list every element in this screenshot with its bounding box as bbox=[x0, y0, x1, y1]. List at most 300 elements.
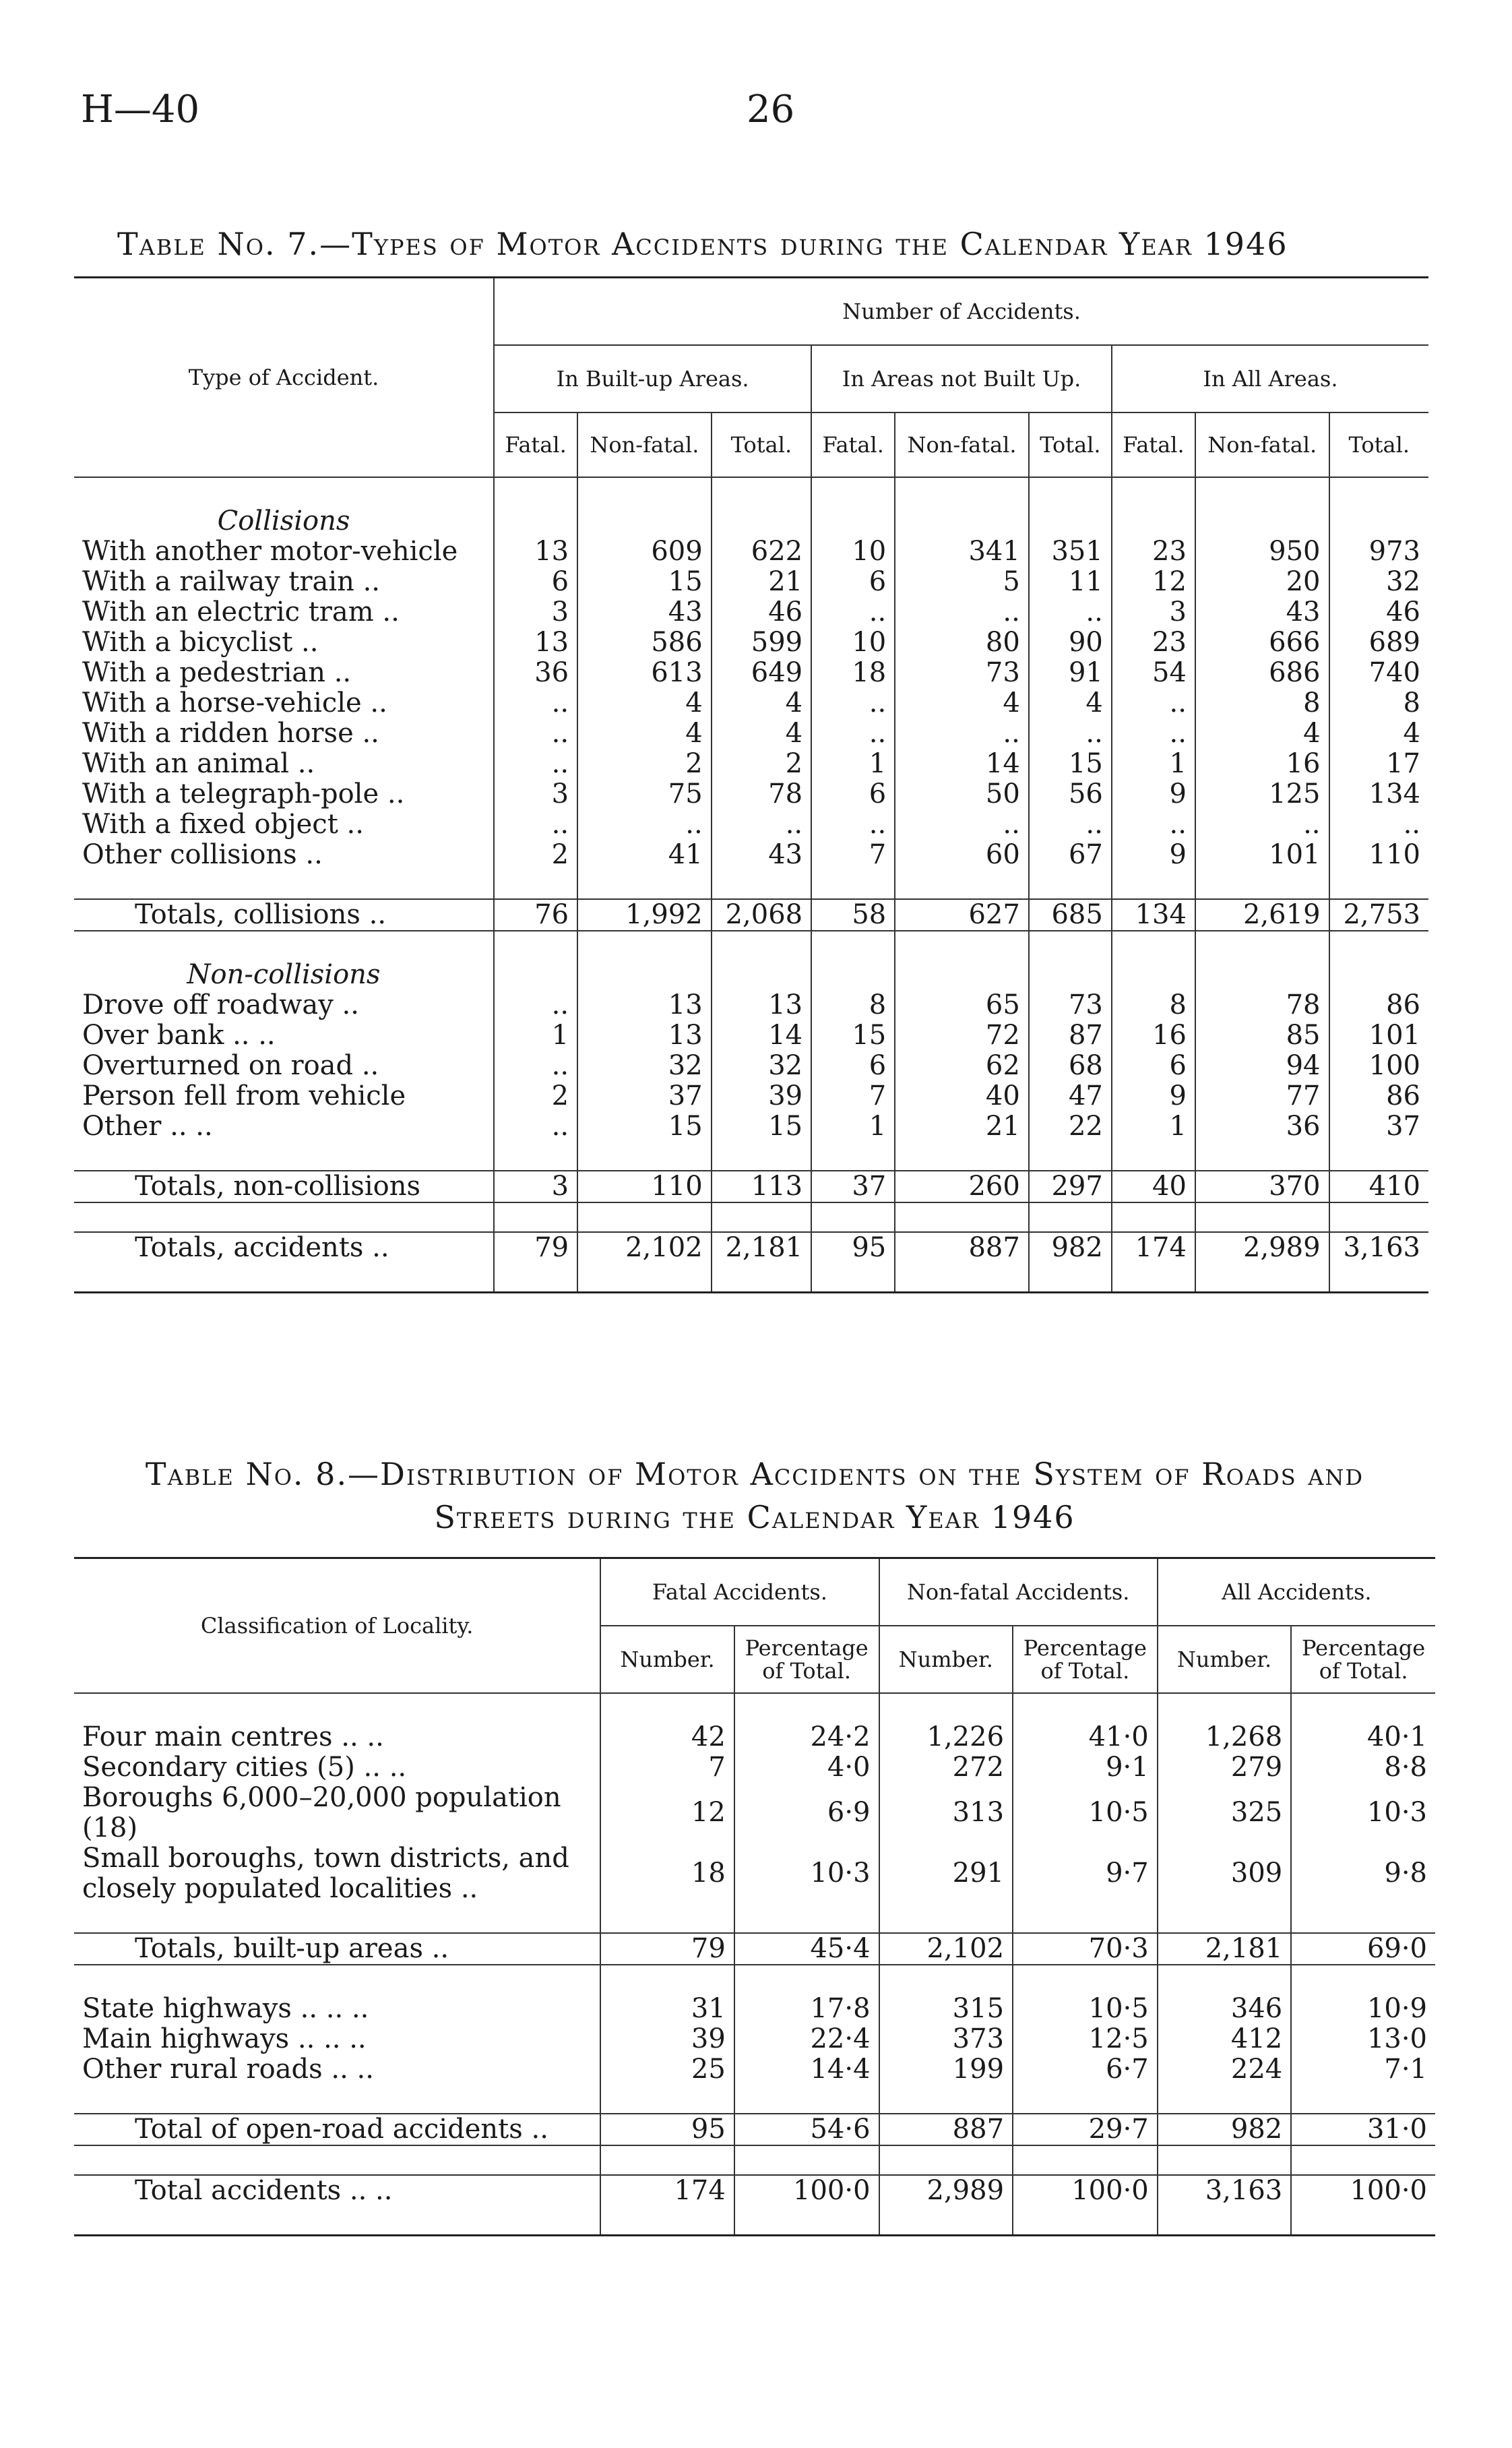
cell-value: 31·0 bbox=[1291, 2114, 1435, 2145]
blank-cell bbox=[1112, 506, 1195, 537]
cell-value: .. bbox=[1329, 809, 1428, 840]
cell-value: 22·4 bbox=[734, 2024, 879, 2054]
blank-cell bbox=[895, 960, 1029, 990]
cell-value: 6 bbox=[1112, 1051, 1195, 1081]
table-row bbox=[74, 2024, 1435, 2054]
cell-value: 101 bbox=[1329, 1020, 1428, 1051]
table-row bbox=[74, 1843, 1435, 1904]
cell-value: 25 bbox=[600, 2054, 734, 2085]
blank-cell bbox=[1112, 931, 1195, 960]
row-label: With a pedestrian .. bbox=[82, 656, 352, 688]
blank-cell bbox=[1291, 1904, 1435, 1933]
cell-value: .. bbox=[1029, 597, 1112, 628]
table-row bbox=[74, 628, 1428, 658]
blank-cell bbox=[712, 960, 811, 990]
blank-cell bbox=[74, 1693, 600, 1722]
cell-value: .. bbox=[494, 1051, 577, 1081]
blank-cell bbox=[74, 2085, 600, 2114]
cell-value: 101 bbox=[1195, 840, 1329, 870]
row-label: Totals, accidents .. bbox=[135, 1231, 389, 1263]
blank-cell bbox=[494, 1142, 577, 1171]
cell-value: 10·3 bbox=[1291, 1783, 1435, 1843]
cell-value: 69·0 bbox=[1291, 1933, 1435, 1965]
blank-cell bbox=[577, 960, 712, 990]
blank-cell bbox=[1029, 931, 1112, 960]
cell-value: 70·3 bbox=[1013, 1933, 1158, 1965]
cell-value: 80 bbox=[895, 628, 1029, 658]
cell-value: 6·7 bbox=[1013, 2054, 1158, 2085]
row-label: Total of open-road accidents .. bbox=[135, 2113, 548, 2145]
cell-value: 2,102 bbox=[577, 1232, 712, 1263]
blank-cell bbox=[811, 960, 895, 990]
blank-cell bbox=[494, 1202, 577, 1232]
cell-value: 9 bbox=[1112, 779, 1195, 809]
cell-value: 586 bbox=[577, 628, 712, 658]
blank-cell bbox=[1195, 506, 1329, 537]
blank-cell bbox=[577, 1202, 712, 1232]
section-row bbox=[74, 960, 1428, 990]
cell-value: 313 bbox=[879, 1783, 1013, 1843]
cell-value: .. bbox=[712, 809, 811, 840]
blank-cell bbox=[1291, 2206, 1435, 2236]
cell-value: .. bbox=[811, 688, 895, 718]
blank-cell bbox=[1112, 960, 1195, 990]
cell-value: 36 bbox=[1195, 1111, 1329, 1142]
cell-value: 6 bbox=[811, 567, 895, 597]
blank-cell bbox=[1291, 2085, 1435, 2114]
blank-cell bbox=[1329, 477, 1428, 506]
spacer-row bbox=[74, 931, 1428, 960]
cell-value: 42 bbox=[600, 1722, 734, 1752]
blank-cell bbox=[74, 1965, 600, 1994]
cell-value: 2,181 bbox=[712, 1232, 811, 1263]
blank-cell bbox=[1329, 870, 1428, 899]
table8-title-line2: Streets during the Calendar Year 1946 bbox=[434, 1499, 1075, 1535]
blank-cell bbox=[1195, 870, 1329, 899]
cell-value: 18 bbox=[600, 1843, 734, 1904]
table-row bbox=[74, 1051, 1428, 1081]
cell-value: 1,992 bbox=[577, 899, 712, 931]
row-label: Four main centres .. .. bbox=[82, 1721, 384, 1752]
cell-value: 2,753 bbox=[1329, 899, 1428, 931]
cell-value: 75 bbox=[577, 779, 712, 809]
cell-value: 325 bbox=[1158, 1783, 1292, 1843]
cell-value: 9·7 bbox=[1013, 1843, 1158, 1904]
cell-value: 2 bbox=[577, 749, 712, 779]
cell-value: 1 bbox=[811, 749, 895, 779]
cell-value: 13 bbox=[712, 990, 811, 1020]
cell-value: 8 bbox=[1112, 990, 1195, 1020]
cell-value: 23 bbox=[1112, 537, 1195, 567]
cell-value: 39 bbox=[600, 2024, 734, 2054]
cell-value: 15 bbox=[577, 1111, 712, 1142]
cell-value: 46 bbox=[1329, 597, 1428, 628]
blank-cell bbox=[577, 1263, 712, 1293]
blank-cell bbox=[577, 870, 712, 899]
row-label: Main highways .. .. .. bbox=[82, 2023, 367, 2054]
cell-value: 9·1 bbox=[1013, 1752, 1158, 1783]
cell-value: 1 bbox=[1112, 749, 1195, 779]
cell-value: .. bbox=[494, 809, 577, 840]
cell-value: 56 bbox=[1029, 779, 1112, 809]
subcol-header: Fatal. bbox=[811, 412, 895, 477]
blank-cell bbox=[895, 506, 1029, 537]
cell-value: 4 bbox=[577, 718, 712, 749]
blank-cell bbox=[1329, 1142, 1428, 1171]
cell-value: .. bbox=[811, 597, 895, 628]
row-label: With a horse-vehicle .. bbox=[82, 687, 387, 718]
blank-cell bbox=[1029, 477, 1112, 506]
blank-cell bbox=[1029, 1142, 1112, 1171]
table-row bbox=[74, 1081, 1428, 1111]
cell-value: 1 bbox=[494, 1020, 577, 1051]
cell-value: 7 bbox=[811, 840, 895, 870]
cell-value: 410 bbox=[1329, 1171, 1428, 1202]
cell-value: .. bbox=[895, 718, 1029, 749]
cell-value: 13 bbox=[577, 1020, 712, 1051]
subcol-header: Number. bbox=[1158, 1626, 1292, 1693]
table-row bbox=[74, 1994, 1435, 2024]
blank-cell bbox=[494, 477, 577, 506]
blank-cell bbox=[1029, 960, 1112, 990]
blank-cell bbox=[600, 2206, 734, 2236]
cell-value: 973 bbox=[1329, 537, 1428, 567]
blank-cell bbox=[879, 2206, 1013, 2236]
blank-cell bbox=[1195, 1142, 1329, 1171]
blank-cell bbox=[895, 1142, 1029, 1171]
spacer-row bbox=[74, 2206, 1435, 2236]
blank-cell bbox=[811, 931, 895, 960]
totals-row bbox=[74, 899, 1428, 931]
row-label: Other rural roads .. .. bbox=[82, 2053, 374, 2085]
cell-value: 3 bbox=[494, 1171, 577, 1202]
cell-value: 78 bbox=[712, 779, 811, 809]
col-class-header: Classification of Locality. bbox=[200, 1612, 474, 1639]
spacer-row bbox=[74, 1263, 1428, 1293]
cell-value: .. bbox=[1195, 809, 1329, 840]
blank-cell bbox=[1329, 506, 1428, 537]
cell-value: 174 bbox=[600, 2175, 734, 2206]
blank-cell bbox=[577, 477, 712, 506]
cell-value: 199 bbox=[879, 2054, 1013, 2085]
cell-value: 100·0 bbox=[734, 2175, 879, 2206]
cell-value: 3,163 bbox=[1158, 2175, 1292, 2206]
spacer-row bbox=[74, 2145, 1435, 2175]
cell-value: 20 bbox=[1195, 567, 1329, 597]
section-label: Non-collisions bbox=[187, 958, 381, 990]
table-row bbox=[74, 1752, 1435, 1783]
cell-value: 50 bbox=[895, 779, 1029, 809]
cell-value: 15 bbox=[712, 1111, 811, 1142]
col-type-header: Type of Accident. bbox=[188, 364, 379, 390]
cell-value: 41 bbox=[577, 840, 712, 870]
blank-cell bbox=[600, 2145, 734, 2175]
table-row bbox=[74, 567, 1428, 597]
cell-value: 4 bbox=[1329, 718, 1428, 749]
subcol-header: Percentage of Total. bbox=[1291, 1626, 1435, 1693]
cell-value: 7 bbox=[811, 1081, 895, 1111]
cell-value: 2,068 bbox=[712, 899, 811, 931]
cell-value: 622 bbox=[712, 537, 811, 567]
totals-row bbox=[74, 2175, 1435, 2206]
blank-cell bbox=[879, 2145, 1013, 2175]
cell-value: 309 bbox=[1158, 1843, 1292, 1904]
blank-cell bbox=[1158, 2085, 1292, 2114]
blank-cell bbox=[494, 1263, 577, 1293]
cell-value: 412 bbox=[1158, 2024, 1292, 2054]
blank-cell bbox=[811, 506, 895, 537]
spacer-row bbox=[74, 1142, 1428, 1171]
cell-value: 6·9 bbox=[734, 1783, 879, 1843]
cell-value: 95 bbox=[600, 2114, 734, 2145]
cell-value: 346 bbox=[1158, 1994, 1292, 2024]
blank-cell bbox=[1158, 1693, 1292, 1722]
blank-cell bbox=[577, 506, 712, 537]
totals-row bbox=[74, 2114, 1435, 2145]
blank-cell bbox=[1291, 1965, 1435, 1994]
cell-value: 40·1 bbox=[1291, 1722, 1435, 1752]
blank-cell bbox=[74, 1202, 494, 1232]
cell-value: 279 bbox=[1158, 1752, 1292, 1783]
cell-value: .. bbox=[1112, 809, 1195, 840]
section-label: Collisions bbox=[217, 505, 350, 537]
cell-value: 5 bbox=[895, 567, 1029, 597]
cell-value: 37 bbox=[577, 1081, 712, 1111]
cell-value: 110 bbox=[577, 1171, 712, 1202]
blank-cell bbox=[1158, 2206, 1292, 2236]
cell-value: 4·0 bbox=[734, 1752, 879, 1783]
table-row bbox=[74, 1722, 1435, 1752]
cell-value: 2,102 bbox=[879, 1933, 1013, 1965]
blank-cell bbox=[1013, 1965, 1158, 1994]
cell-value: 13 bbox=[494, 537, 577, 567]
cell-value: 62 bbox=[895, 1051, 1029, 1081]
blank-cell bbox=[1013, 1693, 1158, 1722]
blank-cell bbox=[1029, 870, 1112, 899]
blank-cell bbox=[74, 2145, 600, 2175]
cell-value: 351 bbox=[1029, 537, 1112, 567]
page-code: H—40 bbox=[81, 88, 200, 131]
cell-value: 2,989 bbox=[1195, 1232, 1329, 1263]
cell-value: 37 bbox=[1329, 1111, 1428, 1142]
cell-value: 100 bbox=[1329, 1051, 1428, 1081]
table8-title bbox=[74, 1452, 1435, 1539]
blank-cell bbox=[712, 1202, 811, 1232]
cell-value: 12 bbox=[1112, 567, 1195, 597]
cell-value: 31 bbox=[600, 1994, 734, 2024]
blank-cell bbox=[879, 1693, 1013, 1722]
table-row bbox=[74, 840, 1428, 870]
blank-cell bbox=[1291, 2145, 1435, 2175]
cell-value: 10 bbox=[811, 628, 895, 658]
cell-value: 627 bbox=[895, 899, 1029, 931]
cell-value: 3 bbox=[494, 597, 577, 628]
blank-cell bbox=[1029, 1263, 1112, 1293]
blank-cell bbox=[712, 506, 811, 537]
cell-value: .. bbox=[494, 749, 577, 779]
blank-cell bbox=[879, 2085, 1013, 2114]
cell-value: 22 bbox=[1029, 1111, 1112, 1142]
cell-value: 37 bbox=[811, 1171, 895, 1202]
cell-value: 94 bbox=[1195, 1051, 1329, 1081]
row-label: Overturned on road .. bbox=[82, 1049, 379, 1081]
subcol-header: Fatal. bbox=[1112, 412, 1195, 477]
row-label: With another motor-vehicle bbox=[82, 535, 458, 567]
cell-value: 134 bbox=[1112, 899, 1195, 931]
cell-value: 110 bbox=[1329, 840, 1428, 870]
cell-value: 36 bbox=[494, 658, 577, 688]
row-label: Small boroughs, town districts, and closely populated localities .. bbox=[82, 1842, 569, 1904]
blank-cell bbox=[734, 1965, 879, 1994]
cell-value: 8 bbox=[1329, 688, 1428, 718]
cell-value: 24·2 bbox=[734, 1722, 879, 1752]
cell-value: .. bbox=[811, 809, 895, 840]
cell-value: 72 bbox=[895, 1020, 1029, 1051]
blank-cell bbox=[712, 1263, 811, 1293]
cell-value: 32 bbox=[1329, 567, 1428, 597]
table-row bbox=[74, 1111, 1428, 1142]
blank-cell bbox=[811, 1202, 895, 1232]
cell-value: 4 bbox=[712, 688, 811, 718]
row-label: Totals, built-up areas .. bbox=[135, 1932, 449, 1964]
cell-value: 613 bbox=[577, 658, 712, 688]
subcol-header: Non-fatal. bbox=[1195, 412, 1329, 477]
group-header: All Accidents. bbox=[1158, 1558, 1435, 1626]
cell-value: 4 bbox=[895, 688, 1029, 718]
cell-value: 54·6 bbox=[734, 2114, 879, 2145]
cell-value: 43 bbox=[577, 597, 712, 628]
cell-value: 1,268 bbox=[1158, 1722, 1292, 1752]
cell-value: 32 bbox=[577, 1051, 712, 1081]
cell-value: 15 bbox=[811, 1020, 895, 1051]
blank-cell bbox=[811, 870, 895, 899]
cell-value: 73 bbox=[895, 658, 1029, 688]
row-label: Secondary cities (5) .. .. bbox=[82, 1751, 407, 1783]
row-label: Over bank .. .. bbox=[82, 1019, 276, 1051]
cell-value: 67 bbox=[1029, 840, 1112, 870]
row-label: Totals, non-collisions bbox=[135, 1170, 421, 1202]
blank-cell bbox=[1329, 960, 1428, 990]
blank-cell bbox=[811, 1142, 895, 1171]
cell-value: 8·8 bbox=[1291, 1752, 1435, 1783]
subcol-header: Percentage of Total. bbox=[1013, 1626, 1158, 1693]
table-row bbox=[74, 1783, 1435, 1843]
cell-value: 2,989 bbox=[879, 2175, 1013, 2206]
table-row bbox=[74, 658, 1428, 688]
cell-value: 7·1 bbox=[1291, 2054, 1435, 2085]
cell-value: 6 bbox=[811, 779, 895, 809]
spacer-row bbox=[74, 1904, 1435, 1933]
subcol-header: Fatal. bbox=[494, 412, 577, 477]
cell-value: 370 bbox=[1195, 1171, 1329, 1202]
cell-value: 1 bbox=[811, 1111, 895, 1142]
cell-value: 40 bbox=[895, 1081, 1029, 1111]
blank-cell bbox=[1291, 1693, 1435, 1722]
blank-cell bbox=[1029, 506, 1112, 537]
cell-value: .. bbox=[1112, 688, 1195, 718]
cell-value: 887 bbox=[895, 1232, 1029, 1263]
cell-value: 6 bbox=[811, 1051, 895, 1081]
cell-value: 982 bbox=[1158, 2114, 1292, 2145]
cell-value: 32 bbox=[712, 1051, 811, 1081]
blank-cell bbox=[712, 931, 811, 960]
cell-value: 73 bbox=[1029, 990, 1112, 1020]
blank-cell bbox=[74, 931, 494, 960]
blank-cell bbox=[494, 931, 577, 960]
table-row bbox=[74, 688, 1428, 718]
cell-value: 87 bbox=[1029, 1020, 1112, 1051]
table-row bbox=[74, 1020, 1428, 1051]
cell-value: 95 bbox=[811, 1232, 895, 1263]
blank-cell bbox=[1195, 1263, 1329, 1293]
blank-cell bbox=[811, 1263, 895, 1293]
cell-value: 7 bbox=[600, 1752, 734, 1783]
blank-cell bbox=[1195, 477, 1329, 506]
cell-value: 78 bbox=[1195, 990, 1329, 1020]
cell-value: 85 bbox=[1195, 1020, 1329, 1051]
blank-cell bbox=[1013, 2206, 1158, 2236]
group-header: In All Areas. bbox=[1112, 345, 1428, 412]
cell-value: 2 bbox=[494, 840, 577, 870]
row-label: State highways .. .. .. bbox=[82, 1992, 369, 2024]
cell-value: 12 bbox=[600, 1783, 734, 1843]
cell-value: 14·4 bbox=[734, 2054, 879, 2085]
blank-cell bbox=[1329, 931, 1428, 960]
cell-value: 12·5 bbox=[1013, 2024, 1158, 2054]
cell-value: .. bbox=[811, 718, 895, 749]
cell-value: 4 bbox=[1195, 718, 1329, 749]
blank-cell bbox=[74, 477, 494, 506]
totals-row bbox=[74, 1171, 1428, 1202]
cell-value: 2,619 bbox=[1195, 899, 1329, 931]
blank-cell bbox=[577, 1142, 712, 1171]
row-label: With a ridden horse .. bbox=[82, 717, 379, 749]
cell-value: 649 bbox=[712, 658, 811, 688]
blank-cell bbox=[734, 1904, 879, 1933]
section-row bbox=[74, 506, 1428, 537]
subcol-header: Non-fatal. bbox=[895, 412, 1029, 477]
row-label: With an electric tram .. bbox=[82, 596, 400, 628]
blank-cell bbox=[600, 1693, 734, 1722]
blank-cell bbox=[1013, 2145, 1158, 2175]
cell-value: 3 bbox=[494, 779, 577, 809]
cell-value: 40 bbox=[1112, 1171, 1195, 1202]
table-row bbox=[74, 597, 1428, 628]
cell-value: 17 bbox=[1329, 749, 1428, 779]
spacer-row bbox=[74, 1965, 1435, 1994]
blank-cell bbox=[600, 1965, 734, 1994]
cell-value: 2,181 bbox=[1158, 1933, 1292, 1965]
cell-value: 16 bbox=[1112, 1020, 1195, 1051]
cell-value: 10·5 bbox=[1013, 1994, 1158, 2024]
cell-value: 9 bbox=[1112, 840, 1195, 870]
cell-value: 68 bbox=[1029, 1051, 1112, 1081]
row-label: With a fixed object .. bbox=[82, 808, 364, 840]
blank-cell bbox=[712, 477, 811, 506]
cell-value: .. bbox=[1029, 718, 1112, 749]
cell-value: 76 bbox=[494, 899, 577, 931]
row-label: Total accidents .. .. bbox=[135, 2174, 393, 2206]
spacer-row bbox=[74, 477, 1428, 506]
subcol-header: Total. bbox=[1029, 412, 1112, 477]
blank-cell bbox=[1195, 931, 1329, 960]
blank-cell bbox=[1112, 1202, 1195, 1232]
cell-value: 13·0 bbox=[1291, 2024, 1435, 2054]
cell-value: 666 bbox=[1195, 628, 1329, 658]
table-row bbox=[74, 718, 1428, 749]
cell-value: 86 bbox=[1329, 990, 1428, 1020]
row-label: Totals, collisions .. bbox=[135, 898, 387, 930]
